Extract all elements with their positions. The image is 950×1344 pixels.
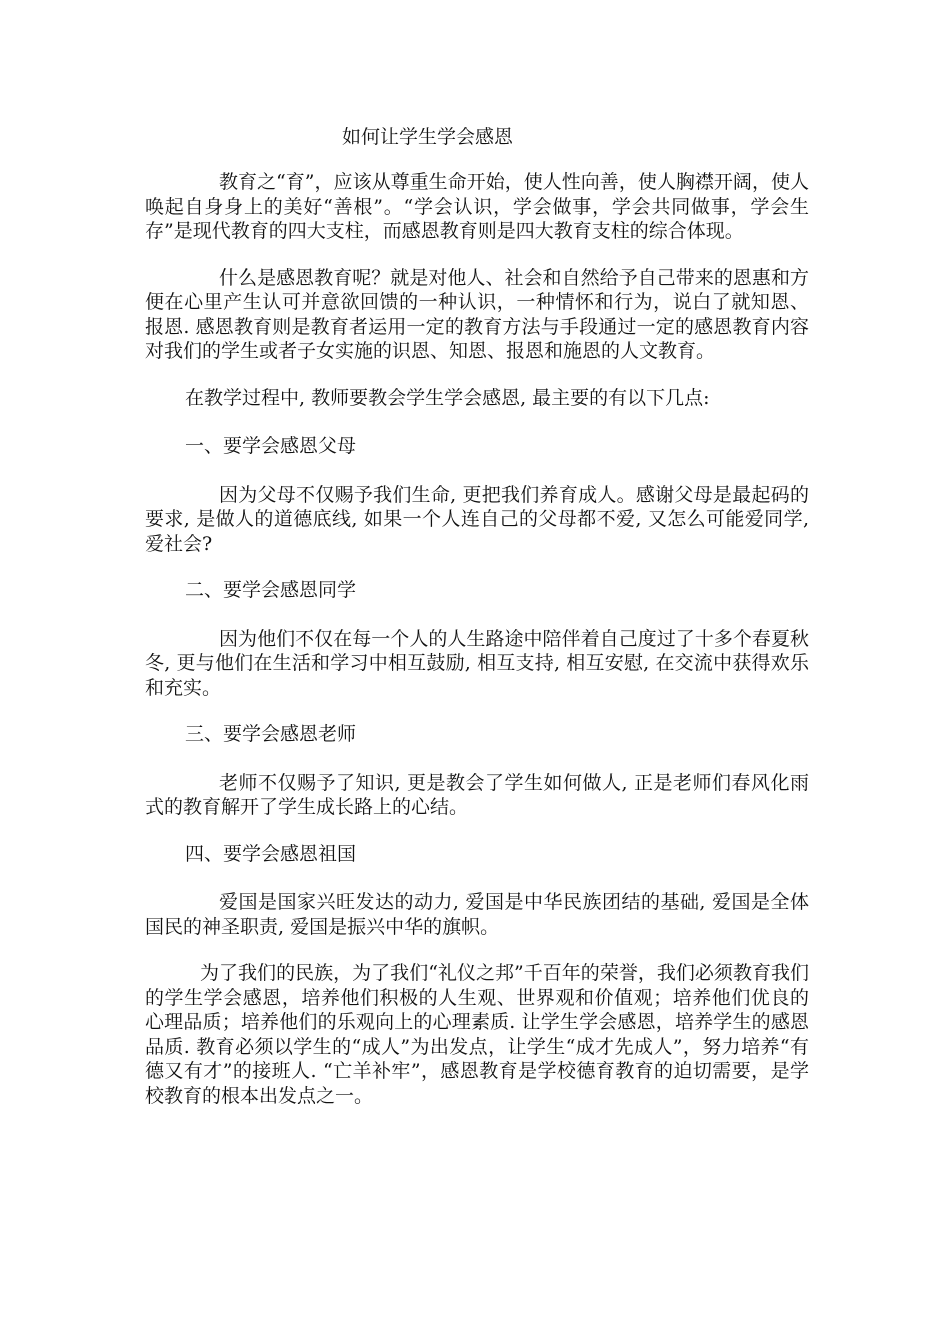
parents-paragraph: 因为父母不仅赐予我们生命, 更把我们养育成人。感谢父母是最起码的要求, 是做人的道德底线, 如果一个人连自己的父母都不爱, 又怎么可能爱同学, 爱社会? [145,483,809,555]
section-heading-parents: 一、要学会感恩父母 [185,435,357,457]
section-heading-teachers: 三、要学会感恩老师 [185,723,357,745]
closing-paragraph: 为了我们的民族，为了我们“礼仪之邦”千百年的荣誉，我们必须教育我们的学生学会感恩，培养他们积极的人生观、世界观和价值观；培养他们优良的心理品质；培养他们的乐观向上的心理素质. 让学生学会感恩，培养学生的感恩品质. 教育必须以学生的“成人”为出发点，让学生“成才先成人”，努力培养“有德又有才”的接班人. “亡羊补牢”，感恩教育是学校德育教育的迫切需要，是学校教育的根本出发点之一。 [145,962,809,1107]
intro-paragraph: 教育之“育”，应该从尊重生命开始，使人性向善，使人胸襟开阔，使人唤起自身身上的美好“善根”。“学会认识，学会做事，学会共同做事，学会生存”是现代教育的四大支柱，而感恩教育则是四大教育支柱的综合体现。 [145,171,809,242]
motherland-paragraph: 爱国是国家兴旺发达的动力, 爱国是中华民族团结的基础, 爱国是全体国民的神圣职责, 爱国是振兴中华的旗帜。 [145,891,809,938]
lead-sentence: 在教学过程中, 教师要教会学生学会感恩, 最主要的有以下几点: [185,386,710,409]
classmates-paragraph: 因为他们不仅在每一个人的人生路途中陪伴着自己度过了十多个春夏秋冬, 更与他们在生活和学习中相互鼓励, 相互支持, 相互安慰, 在交流中获得欢乐和充实。 [145,627,809,699]
teachers-paragraph: 老师不仅赐予了知识, 更是教会了学生如何做人, 正是老师们春风化雨式的教育解开了学生成长路上的心结。 [145,771,809,818]
document-body [145,170,809,1130]
section-heading-motherland: 四、要学会感恩祖国 [185,842,357,865]
page-title: 如何让学生学会感恩 [342,126,514,148]
definition-paragraph: 什么是感恩教育呢？就是对他人、社会和自然给予自己带来的恩惠和方便在心里产生认可并意欲回馈的一种认识，一种情怀和行为，说白了就知恩、报恩. 感恩教育则是教育者运用一定的教育方法与手段通过一定的感恩教育内容对我们的学生或者子女实施的识恩、知恩、报恩和施恩的人文教育。 [145,266,809,362]
section-heading-classmates: 二、要学会感恩同学 [185,579,357,601]
